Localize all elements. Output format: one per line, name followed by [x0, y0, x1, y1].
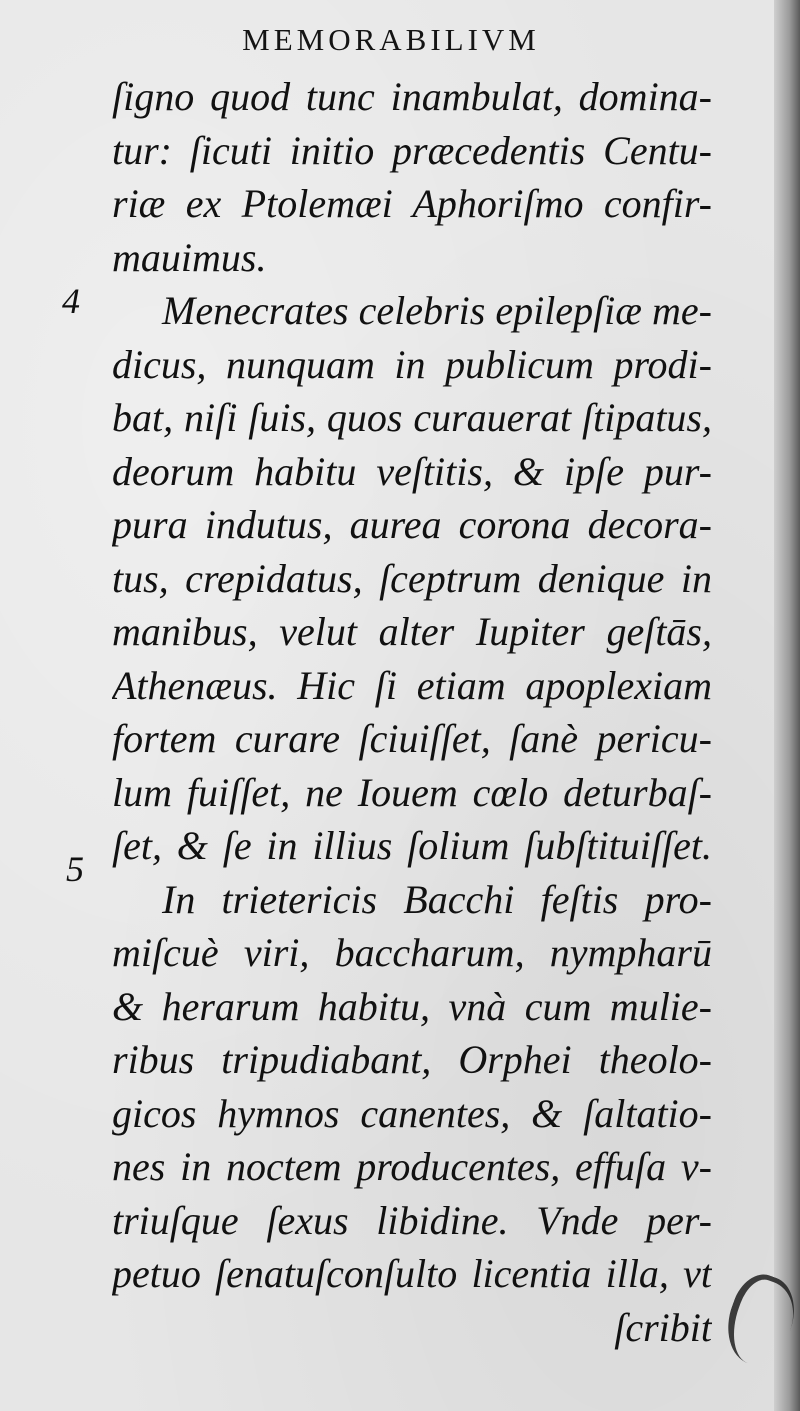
- text-block: [112, 70, 712, 1354]
- page-edge-shadow: [774, 0, 800, 1411]
- text-line: In trietericis Bacchi feſtis pro-: [162, 876, 712, 922]
- text-line: riæ ex Ptolemæi Aphoriſmo confir-: [112, 181, 712, 226]
- text-line: tur: ſicuti initio præcedentis Centu-: [112, 127, 712, 173]
- text-line: pura indutus, aurea corona decora-: [112, 502, 712, 547]
- text-line: mauimus.: [112, 234, 267, 280]
- text-line: dicus, nunquam in publicum prodi-: [112, 341, 712, 387]
- text-line: triuſque ſexus libidine. Vnde per-: [112, 1197, 712, 1243]
- text-line: tus, crepidatus, ſceptrum denique in: [112, 555, 712, 601]
- text-line: & herarum habitu, vnà cum mulie-: [112, 983, 712, 1029]
- running-head: MEMORABILIVM: [242, 22, 540, 57]
- text-line: lum fuiſſet, ne Iouem cœlo deturbaſ-: [112, 769, 712, 815]
- text-line: ribus tripudiabant, Orphei theolo-: [112, 1037, 712, 1082]
- text-line: Athenæus. Hic ſi etiam apoplexiam: [112, 662, 712, 708]
- text-line: ſet, & ſe in illius ſolium ſubſtituiſſet.: [112, 823, 712, 868]
- text-line: manibus, velut alter Iupiter geſtās,: [112, 609, 712, 654]
- margin-number-5: 5: [66, 849, 84, 889]
- margin-number-4: 4: [62, 281, 80, 321]
- text-line: deorum habitu veſtitis, & ipſe pur-: [112, 448, 712, 494]
- text-line: nes in noctem producentes, effuſa v-: [112, 1144, 712, 1189]
- text-line: ſigno quod tunc inambulat, domina-: [112, 74, 712, 119]
- text-line: petuo ſenatuſconſulto licentia illa, vt: [112, 1251, 712, 1296]
- text-line: gicos hymnos canentes, & ſaltatio-: [112, 1090, 712, 1136]
- text-line: bat, niſi ſuis, quos curauerat ſtipatus,: [112, 395, 712, 440]
- text-line: miſcuè viri, baccharum, nympharū: [112, 930, 712, 975]
- text-line: Menecrates celebris epilepſiæ me-: [162, 288, 712, 333]
- catchword: ſcribit: [614, 1304, 712, 1350]
- text-line: fortem curare ſciuiſſet, ſanè pericu-: [112, 716, 712, 761]
